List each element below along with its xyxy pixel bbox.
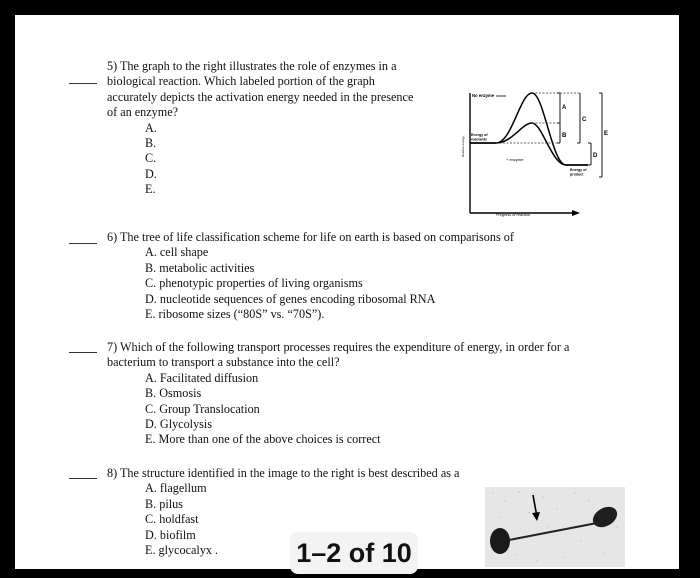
energy-product-label: Energy of: [570, 168, 587, 172]
y-axis-label: Relative energy: [461, 136, 465, 157]
label-c: C: [582, 117, 587, 123]
option-b: B.: [145, 136, 157, 151]
question-stem-line: of an enzyme?: [107, 105, 179, 120]
option-e: E.: [145, 182, 156, 197]
question-stem-line: biological reaction. Which labeled portion of the graph: [107, 74, 375, 89]
energy-reactants-label: reactants: [471, 137, 487, 142]
question-stem-line: accurately depicts the activation energy needed in the presence: [107, 89, 414, 104]
option-d: D. nucleotide sequences of genes encoding ribosomal RNA: [145, 291, 436, 306]
question-stem-line: 7) Which of the following transport processes requires the expenditure of energy, in order for a: [107, 340, 570, 354]
label-d: D: [593, 153, 598, 159]
document-page: [15, 15, 679, 569]
enzyme-energy-graph: [460, 85, 612, 225]
answer-blank-q5[interactable]: [69, 83, 97, 84]
question-stem-line: 5) The graph to the right illustrates the role of enzymes in a: [107, 59, 397, 73]
question-5: [107, 59, 447, 198]
answer-blank-q8[interactable]: [69, 478, 97, 479]
question-7: [107, 340, 627, 448]
option-a: A. Facilitated diffusion: [145, 370, 259, 385]
energy-reactants-label: Energy of: [471, 133, 488, 137]
enzyme-curve: [470, 123, 588, 165]
label-a: A: [562, 105, 567, 111]
option-c: C.: [145, 151, 157, 166]
no-enzyme-label: No enzyme: [472, 93, 495, 98]
option-d: D. Glycolysis: [145, 417, 213, 432]
option-e: E. More than one of the above choices is correct: [145, 432, 381, 447]
bacteria-micrograph: [485, 487, 625, 567]
option-d: D. biofilm: [145, 527, 196, 542]
option-a: A.: [145, 120, 157, 135]
option-e: E. glycocalyx .: [145, 543, 219, 558]
option-c: C. phenotypic properties of living organisms: [145, 276, 363, 291]
option-b: B. Osmosis: [145, 386, 202, 401]
page-counter: 1–2 of 10: [290, 532, 418, 574]
option-c: C. Group Translocation: [145, 401, 260, 416]
question-stem-line: bacterium to transport a substance into the cell?: [107, 355, 340, 370]
bacterium-cell: [490, 528, 510, 554]
option-e: E. ribosome sizes (“80S” vs. “70S”).: [145, 307, 325, 322]
question-6: [107, 230, 607, 322]
label-b: B: [562, 133, 567, 139]
option-a: A. flagellum: [145, 481, 207, 496]
energy-product-label: product: [570, 172, 584, 177]
answer-blank-q7[interactable]: [69, 352, 97, 353]
no-enzyme-curve: [470, 93, 588, 165]
x-axis-label: Progress of reaction: [496, 213, 530, 217]
question-stem-line: 6) The tree of life classification scheme for life on earth is based on comparisons of: [107, 230, 514, 244]
option-b: B. metabolic activities: [145, 260, 255, 275]
option-d: D.: [145, 166, 157, 181]
question-stem-line: 8) The structure identified in the image to the right is best described as a: [107, 466, 460, 480]
label-e: E: [604, 131, 609, 137]
option-c: C. holdfast: [145, 512, 199, 527]
plus-enzyme-label: + enzyme: [506, 157, 524, 162]
option-b: B. pilus: [145, 496, 183, 511]
option-a: A. cell shape: [145, 245, 209, 260]
x-axis-arrow: [572, 210, 580, 216]
answer-blank-q6[interactable]: [69, 243, 97, 244]
